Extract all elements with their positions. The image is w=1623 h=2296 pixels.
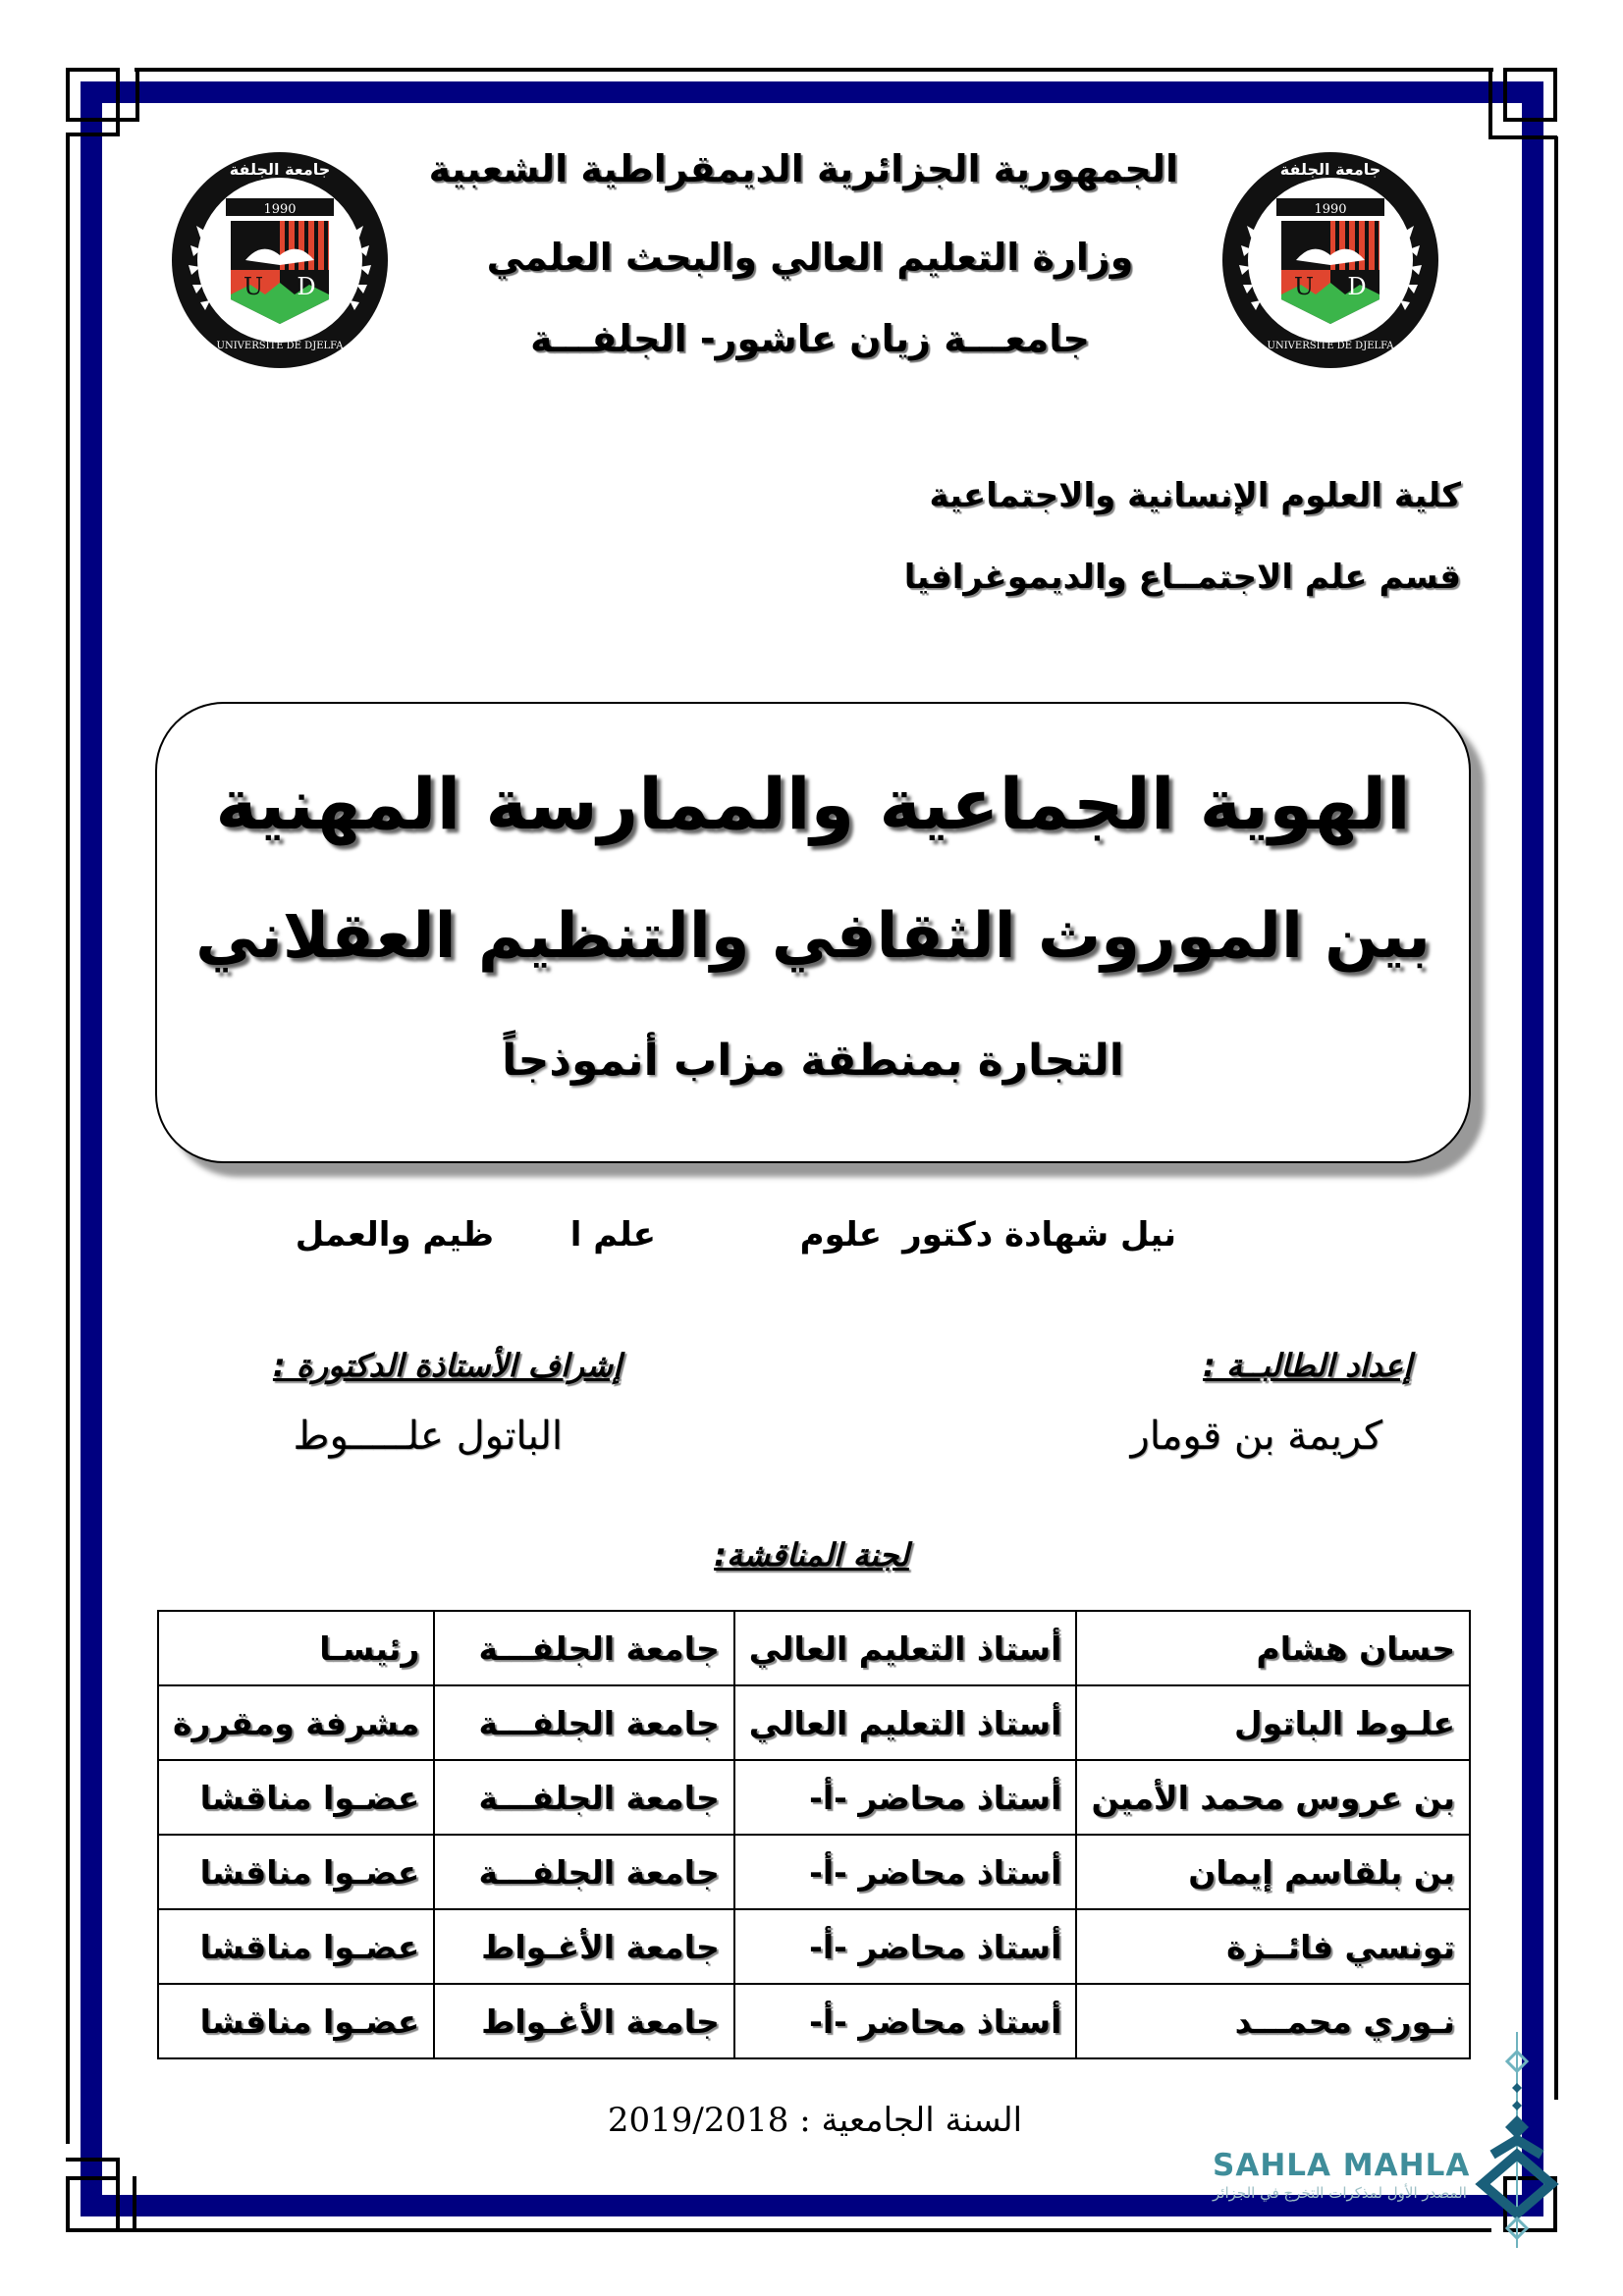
member-university: جامعة الجلفـــة xyxy=(434,1685,733,1760)
member-rank: أستاذ محاضر -أ- xyxy=(734,1835,1077,1909)
watermark-calligraphy-icon xyxy=(1473,2032,1561,2248)
table-row xyxy=(158,1685,1470,1760)
page-border-outer-top xyxy=(135,68,1493,72)
svg-text:D: D xyxy=(1347,273,1367,300)
member-rank: أستاذ التعليم العالي xyxy=(734,1611,1077,1685)
corner-knot-top-right-2 xyxy=(1488,68,1557,139)
corner-knot-top-left-3 xyxy=(66,68,120,136)
member-name: بن بلقاسم إيمان xyxy=(1076,1835,1470,1909)
university-logo-right xyxy=(1217,147,1443,373)
student-name: كريمة بن قومار xyxy=(1130,1414,1382,1459)
table-row xyxy=(158,1760,1470,1835)
page-border-outer-left xyxy=(66,133,70,2144)
member-role: عضـوا مناقشا xyxy=(158,1835,434,1909)
member-name: علـوط الباتول xyxy=(1076,1685,1470,1760)
corner-knot-bottom-left-3 xyxy=(66,2176,136,2232)
supervisor-name: الباتول علـــــوط xyxy=(293,1414,563,1459)
member-name: بن عروس محمد الأمين xyxy=(1076,1760,1470,1835)
watermark-tagline: المصدر الأول لمذكرات التخرج في الجزائر xyxy=(1213,2184,1467,2202)
faculty-name: كلية العلوم الإنسانية والاجتماعية xyxy=(929,476,1461,515)
logo-arabic-name: جامعة الجلفة xyxy=(229,160,331,179)
degree-text-part-4: ظيم والعمل xyxy=(295,1215,494,1255)
member-rank: أستاذ محاضر -أ- xyxy=(734,1984,1077,2058)
table-row xyxy=(158,1835,1470,1909)
member-role: عضـوا مناقشا xyxy=(158,1909,434,1984)
supervisor-label: إشراف الأستاذة الدكتورة : xyxy=(272,1347,622,1384)
degree-text-part-1: نيل شهادة دكتور xyxy=(902,1215,1176,1255)
member-name: حسان هشام xyxy=(1076,1611,1470,1685)
member-rank: أستاذ محاضر -أ- xyxy=(734,1909,1077,1984)
page-border-outer-right xyxy=(1554,136,1558,2100)
thesis-title-line-1: الهوية الجماعية والممارسة المهنية xyxy=(215,763,1411,845)
member-university: جامعة الجلفـــة xyxy=(434,1835,733,1909)
committee-title: لجنة المناقشة: xyxy=(714,1536,909,1574)
page-border-outer-bottom xyxy=(133,2228,1491,2232)
academic-year-label: السنة الجامعية : xyxy=(799,2101,1023,2140)
member-role: عضـوا مناقشا xyxy=(158,1760,434,1835)
table-row xyxy=(158,1611,1470,1685)
academic-year xyxy=(569,2101,1060,2140)
degree-text-part-3: علم ا xyxy=(569,1215,656,1255)
member-role: رئيسـا xyxy=(158,1611,434,1685)
degree-text-part-2: علوم xyxy=(799,1215,882,1255)
thesis-subtitle: التجارة بمنطقة مزاب أنموذجاً xyxy=(502,1036,1124,1086)
svg-text:UNIVERSITÉ DE DJELFA: UNIVERSITÉ DE DJELFA xyxy=(1267,341,1394,351)
svg-text:1990: 1990 xyxy=(1314,202,1347,217)
svg-text:جامعة الجلفة: جامعة الجلفة xyxy=(1279,160,1381,179)
table-row xyxy=(158,1984,1470,2058)
republic-name: الجمهورية الجزائرية الديمقراطية الشعبية xyxy=(428,147,1178,190)
ministry-name: وزارة التعليم العالي والبحث العلمي xyxy=(486,236,1134,279)
thesis-title-line-2: بين الموروث الثقافي والتنظيم العقلاني xyxy=(195,900,1431,973)
member-university: جامعة الأغـواط xyxy=(434,1909,733,1984)
svg-text:D: D xyxy=(297,273,316,300)
university-logo-left xyxy=(167,147,393,373)
svg-text:U: U xyxy=(243,273,264,300)
member-university: جامعة الأغـواط xyxy=(434,1984,733,2058)
member-rank: أستاذ محاضر -أ- xyxy=(734,1760,1077,1835)
academic-year-value: 2019/2018 xyxy=(607,2101,789,2140)
member-name: نـوري محمـــد xyxy=(1076,1984,1470,2058)
committee-table xyxy=(157,1610,1471,2059)
university-name: جامعـــة زيان عاشور- الجلفـــة xyxy=(530,317,1090,360)
member-university: جامعة الجلفـــة xyxy=(434,1760,733,1835)
svg-text:1990: 1990 xyxy=(263,202,297,217)
svg-text:U: U xyxy=(1293,273,1315,300)
member-name: تونسي فائــزة xyxy=(1076,1909,1470,1984)
student-label: إعداد الطالبــة : xyxy=(1203,1347,1412,1384)
watermark-brand: SAHLA MAHLA xyxy=(1213,2148,1471,2183)
table-row xyxy=(158,1909,1470,1984)
logo-french-name: UNIVERSITÉ DE DJELFA xyxy=(216,341,344,351)
member-role: عضـوا مناقشا xyxy=(158,1984,434,2058)
department-name: قسم علم الاجتمــاع والديموغرافيا xyxy=(903,558,1461,597)
thesis-title-box xyxy=(155,702,1471,1163)
member-rank: أستاذ التعليم العالي xyxy=(734,1685,1077,1760)
member-university: جامعة الجلفـــة xyxy=(434,1611,733,1685)
member-role: مشرفة ومقررة xyxy=(158,1685,434,1760)
